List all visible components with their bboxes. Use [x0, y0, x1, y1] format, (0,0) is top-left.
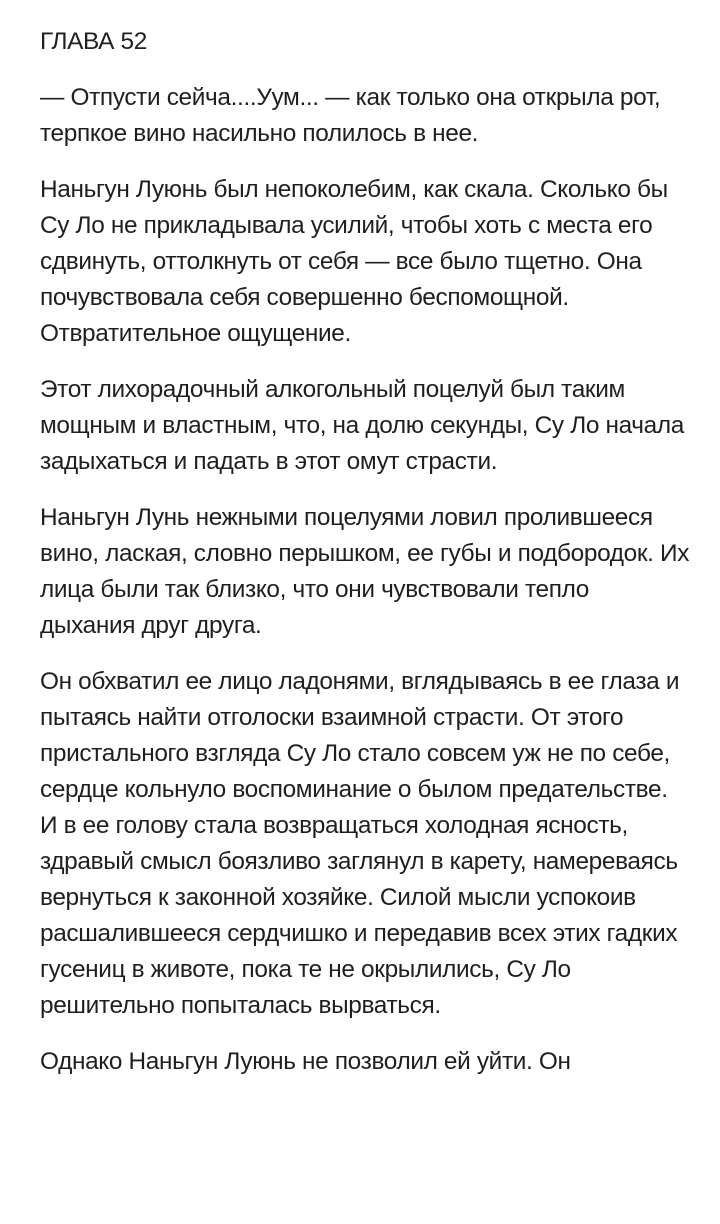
paragraph: Этот лихорадочный алкогольный поцелуй был таким мощным и властным, что, на долю секунды, Су Ло начала задыхаться и падать в этот омут страсти. [40, 376, 684, 475]
paragraph: Наньгун Луюнь был непоколебим, как скала. Сколько бы Су Ло не прикладывала усилий, чтобы хоть с места его сдвинуть, оттолкнуть от себя — все было тщетно. Она почувствовала себя совершенно беспомощной. Отвратительное ощущение. [40, 176, 668, 347]
reading-area [40, 24, 690, 1100]
paragraph: Однако Наньгун Луюнь не позволил ей уйти. Он [40, 1048, 571, 1075]
paragraph: Он обхватил ее лицо ладонями, вглядываясь в ее глаза и пытаясь найти отголоски взаимной страсти. От этого пристального взгляда Су Ло стало совсем уж не по себе, сердце кольнуло воспоминание о былом предательстве. И в ее голову стала возвращаться холодная ясность, здравый смысл боязливо заглянул в карету, намереваясь вернуться к законной хозяйке. Силой мысли успокоив расшалившееся сердчишко и передавив всех этих гадких гусениц в животе, пока те не окрылились, Су Ло решительно попыталась вырваться. [40, 668, 680, 1019]
chapter-title: ГЛАВА 52 [40, 28, 147, 55]
paragraph: Наньгун Лунь нежными поцелуями ловил пролившееся вино, лаская, словно перышком, ее губы и подбородок. Их лица были так близко, что они чувствовали тепло дыхания друг друга. [40, 504, 690, 639]
paragraph: — Отпусти сейча....Уум... — как только она открыла рот, терпкое вино насильно полилось в нее. [40, 84, 661, 147]
